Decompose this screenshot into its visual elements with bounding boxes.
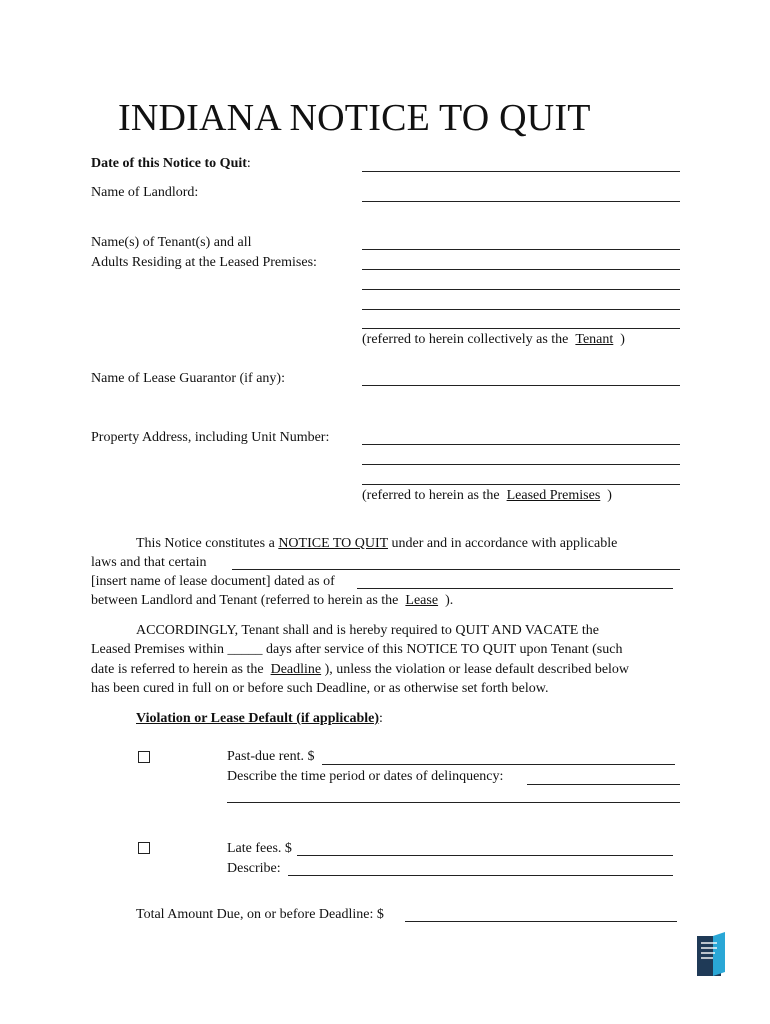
property-field-1[interactable] [362,444,680,445]
accordingly-line1: ACCORDINGLY, Tenant shall and is hereby required to QUIT AND VACATE the [136,623,599,638]
p1-l4-b: ). [445,593,454,608]
tenant-ref-prefix: (referred to herein collectively as the [362,332,569,347]
total-amount-label: Total Amount Due, on or before Deadline: $ [136,907,384,922]
past-due-rent-amount-field[interactable] [322,764,675,765]
late-fees-label: Late fees. $ [227,841,292,856]
accordingly-line3 [91,660,629,679]
rent-describe-label: Describe the time period or dates of delinquency: [227,769,504,784]
lease-date-field[interactable] [357,588,673,589]
total-amount-field[interactable] [405,921,677,922]
landlord-field[interactable] [362,201,680,202]
notice-paragraph-line3: [insert name of lease document] dated as of [91,574,335,589]
violation-heading [136,709,383,728]
past-due-rent-label: Past-due rent. $ [227,749,315,764]
late-fees-describe-label: Describe: [227,861,281,876]
date-label: Date of this Notice to Quit [91,156,247,171]
past-due-rent-checkbox[interactable] [138,751,150,763]
logo-accent-shape [713,932,725,976]
date-label-colon: : [246,156,251,171]
p2-l3-b: ), unless the violation or lease default described below [324,662,630,677]
notice-paragraph-line2: laws and that certain [91,555,207,570]
days-blank[interactable]: _____ [227,642,263,657]
lease-name-field[interactable] [232,569,680,570]
late-fees-amount-field[interactable] [297,855,673,856]
violation-heading-text: Violation or Lease Default (if applicable) [136,711,380,726]
tenants-label-line2: Adults Residing at the Leased Premises: [91,255,317,270]
tenant-field-1[interactable] [362,249,680,250]
tenant-ref-term: Tenant [575,332,614,347]
p2-l2-b: days after service of this NOTICE TO QUIT upon Tenant (such [265,642,623,657]
violation-heading-colon: : [379,711,383,726]
landlord-label: Name of Landlord: [91,185,199,200]
p1-l1-b: under and in accordance with applicable [391,536,618,551]
tenant-field-5[interactable] [362,328,680,329]
property-label: Property Address, including Unit Number: [91,430,330,445]
premises-ref-prefix: (referred to herein as the [362,488,500,503]
late-fees-checkbox[interactable] [138,842,150,854]
p1-l4-a: between Landlord and Tenant (referred to herein as the [91,593,399,608]
tenant-reference-note [362,330,625,349]
notice-paragraph-line1 [136,534,617,553]
premises-reference-note [362,486,612,505]
tenant-ref-suffix: ) [620,332,625,347]
notice-to-quit-term: NOTICE TO QUIT [278,536,388,551]
date-label-row [91,154,251,173]
property-field-3[interactable] [362,484,680,485]
property-field-2[interactable] [362,464,680,465]
premises-ref-term: Leased Premises [506,488,601,503]
document-title: INDIANA NOTICE TO QUIT [118,97,591,139]
p2-l3-a: date is referred to herein as the [91,662,264,677]
date-field[interactable] [362,171,680,172]
guarantor-label: Name of Lease Guarantor (if any): [91,371,285,386]
rent-describe-field-2[interactable] [227,802,680,803]
accordingly-line4: has been cured in full on or before such Deadline, or as otherwise set forth below. [91,681,549,696]
p1-l1-a: This Notice constitutes a [136,536,275,551]
tenant-field-2[interactable] [362,269,680,270]
notice-paragraph-line4 [91,591,453,610]
lease-term: Lease [405,593,439,608]
guarantor-field[interactable] [362,385,680,386]
tenants-label-line1: Name(s) of Tenant(s) and all [91,235,252,250]
p2-l2-a: Leased Premises within [91,642,224,657]
tenant-field-4[interactable] [362,309,680,310]
rent-describe-field[interactable] [527,784,680,785]
accordingly-line2 [91,640,622,659]
tenant-field-3[interactable] [362,289,680,290]
late-fees-describe-field[interactable] [288,875,673,876]
document-logo-icon [693,930,729,980]
premises-ref-suffix: ) [607,488,612,503]
deadline-term: Deadline [270,662,322,677]
